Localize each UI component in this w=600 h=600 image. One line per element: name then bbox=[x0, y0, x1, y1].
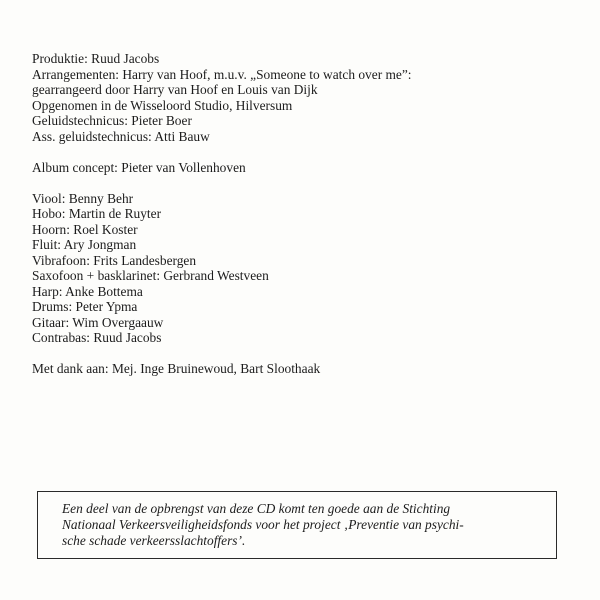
credit-line: Opgenomen in de Wisseloord Studio, Hilversum bbox=[32, 97, 293, 113]
notice-line: Nationaal Verkeersveiligheidsfonds voor het project ‚Preventie van psychi- bbox=[62, 517, 464, 532]
credit-line: Produktie: Ruud Jacobs bbox=[32, 51, 160, 66]
charity-notice-box bbox=[37, 491, 557, 559]
credit-line: Geluidstechnicus: Pieter Boer bbox=[32, 113, 192, 128]
musician-line: Saxofoon + basklarinet: Gerbrand Westveen bbox=[32, 268, 269, 283]
notice-line: sche schade verkeersslachtoffers’. bbox=[62, 533, 246, 548]
musician-credits bbox=[32, 191, 572, 346]
musician-line: Hobo: Martin de Ruyter bbox=[32, 206, 162, 221]
credit-line: Ass. geluidstechnicus: Atti Bauw bbox=[32, 128, 210, 144]
credits-block bbox=[32, 51, 572, 377]
musician-line: Fluit: Ary Jongman bbox=[32, 237, 137, 252]
credit-line: Album concept: Pieter van Vollenhoven bbox=[32, 159, 246, 175]
notice-line: Een deel van de opbrengst van deze CD komt ten goede aan de Stichting bbox=[62, 501, 451, 516]
musician-line: Drums: Peter Ypma bbox=[32, 299, 138, 314]
musician-line: Harp: Anke Bottema bbox=[32, 283, 143, 299]
concept-credits bbox=[32, 160, 572, 176]
musician-line: Gitaar: Wim Overgaauw bbox=[32, 314, 164, 330]
musician-line: Vibrafoon: Frits Landesbergen bbox=[32, 252, 197, 268]
thanks-line: Met dank aan: Mej. Inge Bruinewoud, Bart Sloothaak bbox=[32, 361, 321, 376]
credit-line: gearrangeerd door Harry van Hoof en Louis van Dijk bbox=[32, 82, 318, 97]
production-credits bbox=[32, 51, 572, 144]
musician-line: Hoorn: Roel Koster bbox=[32, 221, 138, 237]
thanks-credits bbox=[32, 361, 572, 377]
musician-line: Viool: Benny Behr bbox=[32, 190, 134, 206]
musician-line: Contrabas: Ruud Jacobs bbox=[32, 330, 162, 345]
credit-line: Arrangementen: Harry van Hoof, m.u.v. „Someone to watch over me”: bbox=[32, 66, 412, 82]
